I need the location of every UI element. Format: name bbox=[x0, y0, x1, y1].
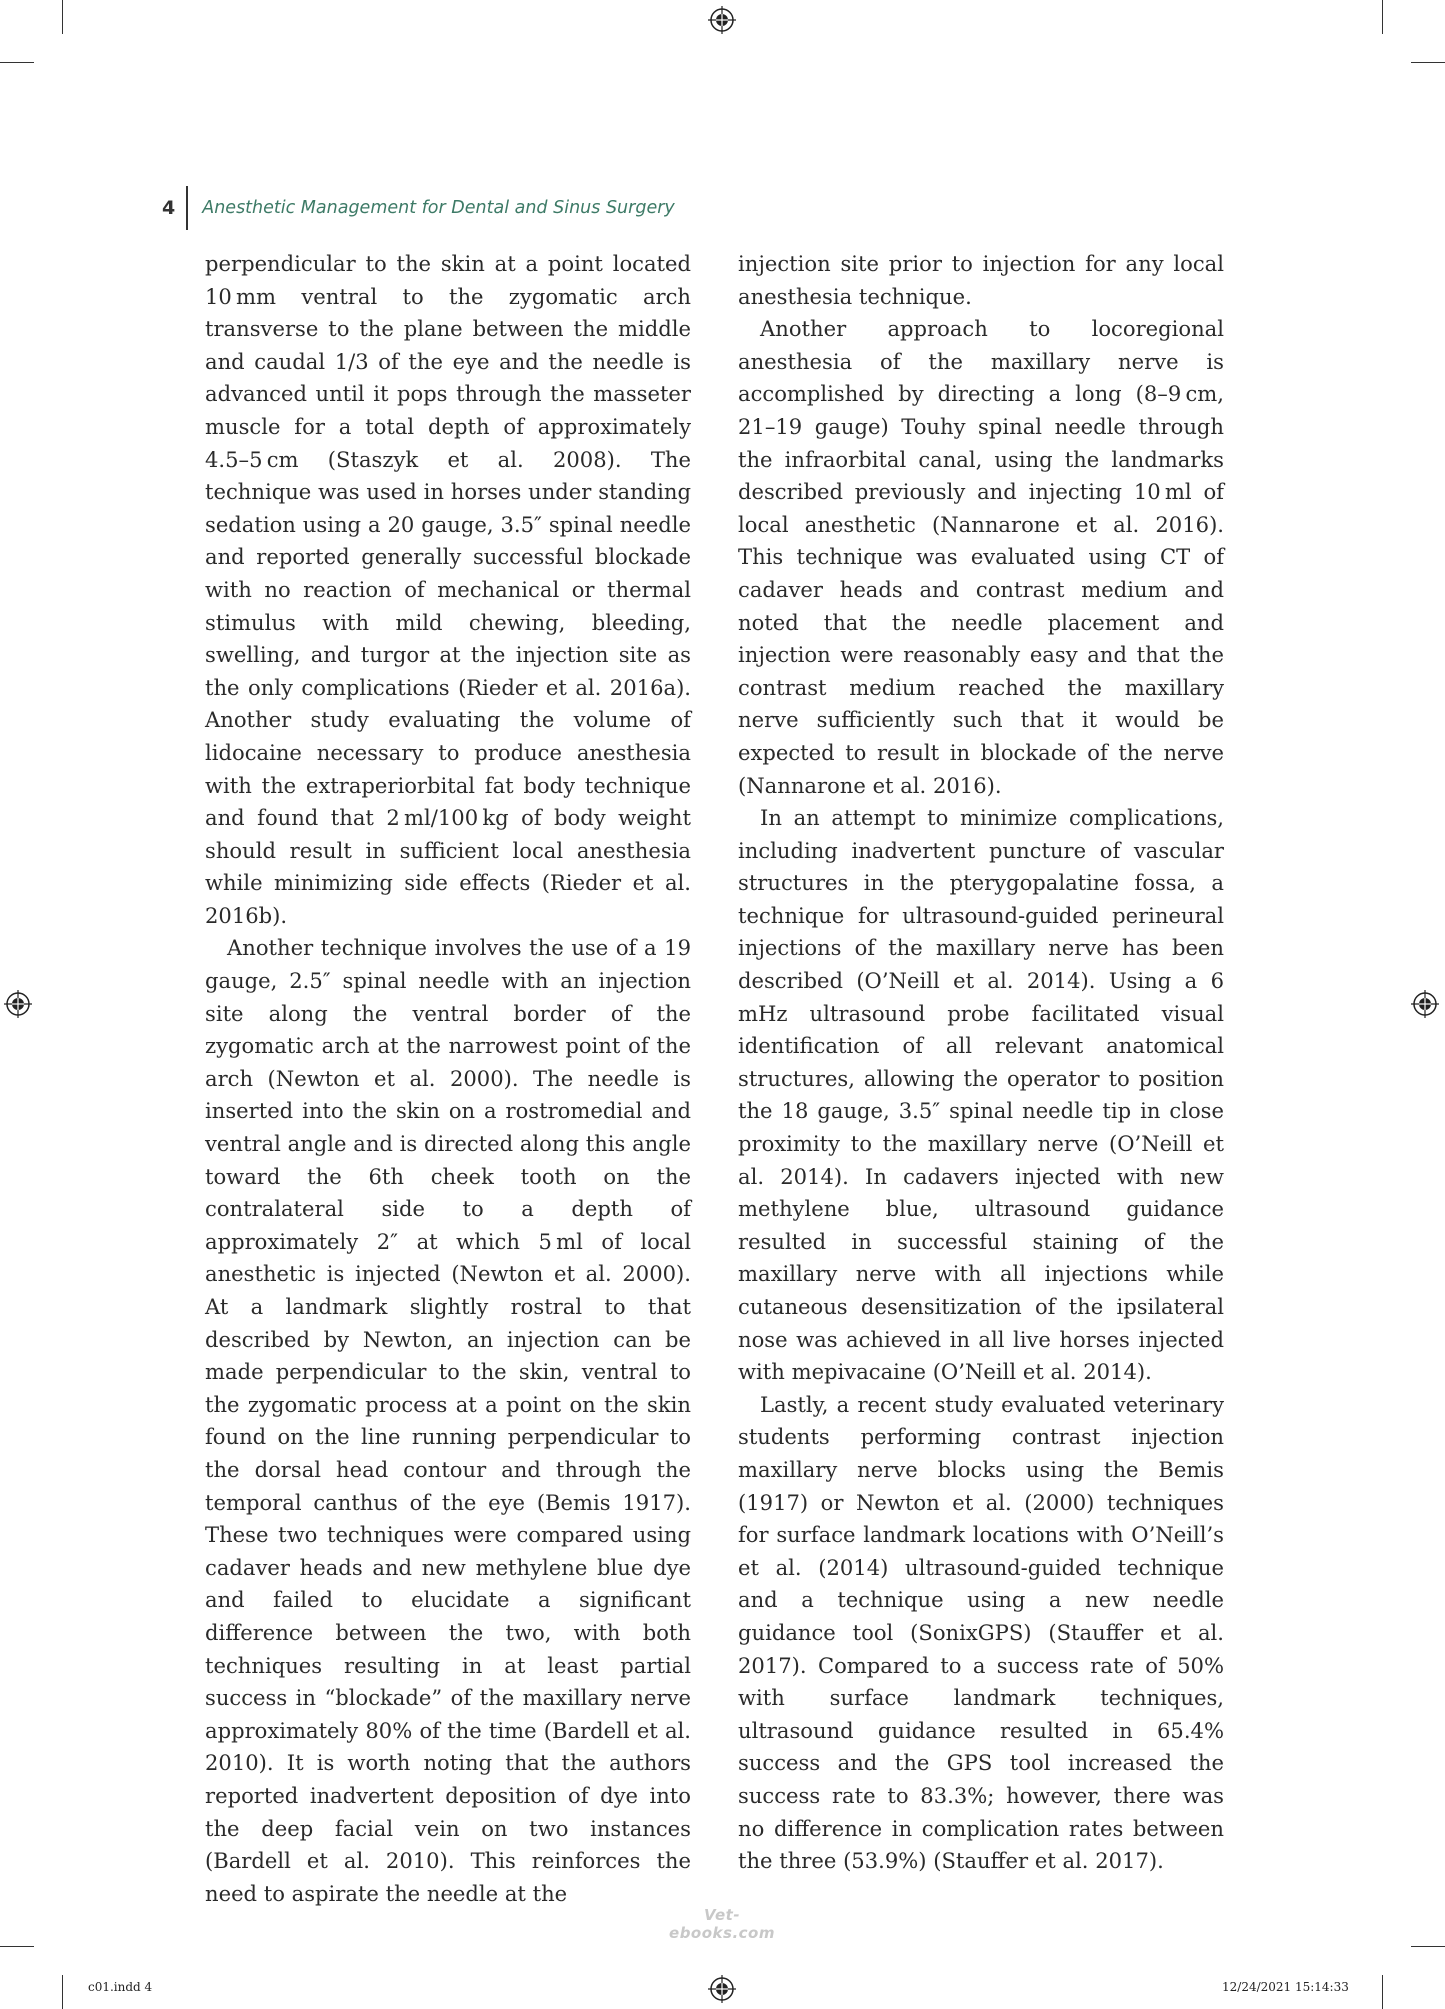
registration-mark-icon bbox=[4, 990, 32, 1018]
registration-mark-icon bbox=[708, 1975, 736, 2003]
right-column bbox=[738, 248, 1224, 1878]
crop-mark bbox=[1382, 1975, 1383, 2009]
slug-filename: c01.indd 4 bbox=[88, 1980, 153, 1994]
paragraph: Another technique involves the use of a 19 gauge, 2.5″ spinal needle with an injection site along the ventral border of the zygomatic arch at the narrowest point of the arch (Newton et al. 2000). The needle is inserted into the skin on a rostromedial and ventral angle and is directed along this angle toward the 6th cheek tooth on the contralateral side to a depth of approximately 2″ at which 5 ml of local anesthetic is injected (Newton et al. 2000). At a landmark slightly rostral to that described by Newton, an injection can be made perpendicular to the skin, ventral to the zygomatic process at a point on the skin found on the line running perpendicular to the dorsal head contour and through the temporal canthus of the eye (Bemis 1917). These two techniques were compared using cadaver heads and new methylene blue dye and failed to elucidate a significant difference between the two, with both techniques resulting in at least partial success in “blockade” of the maxillary nerve approximately 80% of the time (Bardell et al. 2010). It is worth noting that the authors reported inadvertent deposition of dye into the deep facial vein on two instances (Bardell et al. 2010). This reinforces the need to aspirate the needle at the bbox=[205, 935, 691, 1906]
paragraph: perpendicular to the skin at a point located 10 mm ventral to the zygomatic arch transverse to the plane between the middle and caudal 1/3 of the eye and the needle is advanced until it pops through the masseter muscle for a total depth of approximately 4.5–5 cm (Staszyk et al. 2008). The technique was used in horses under standing sedation using a 20 gauge, 3.5″ spinal needle and reported generally successful blockade with no reaction of mechanical or thermal stimulus with mild chewing, bleeding, swelling, and turgor at the injection site as the only complications (Rieder et al. 2016a). Another study evaluating the volume of lidocaine necessary to produce anesthesia with the extraperiorbital fat body technique and found that 2 ml/100 kg of body weight should result in sufficient local anesthesia while minimizing side effects (Rieder et al. 2016b). bbox=[205, 251, 691, 928]
registration-mark-icon bbox=[1411, 990, 1439, 1018]
paragraph: In an attempt to minimize complications, including inadvertent puncture of vascular structures in the pterygopalatine fossa, a technique for ultrasound-guided perineural injections of the maxillary nerve has been described (O’Neill et al. 2014). Using a 6 mHz ultrasound probe facilitated visual identification of all relevant anatomical structures, allowing the operator to position the 18 gauge, 3.5″ spinal needle tip in close proximity to the maxillary nerve (O’Neill et al. 2014). In cadavers injected with new methylene blue, ultrasound guidance resulted in successful staining of the maxillary nerve with all injections while cutaneous desensitization of the ipsilateral nose was achieved in all live horses injected with mepivacaine (O’Neill et al. 2014). bbox=[738, 805, 1224, 1385]
page-number: 4 bbox=[162, 186, 188, 230]
crop-mark bbox=[1382, 0, 1383, 34]
crop-mark bbox=[0, 1946, 34, 1947]
crop-mark bbox=[0, 62, 34, 63]
crop-mark bbox=[1411, 1946, 1445, 1947]
crop-mark bbox=[62, 0, 63, 34]
crop-mark bbox=[62, 1975, 63, 2009]
crop-mark bbox=[1411, 62, 1445, 63]
running-title: Anesthetic Management for Dental and Sinus Surgery bbox=[202, 198, 675, 218]
left-column bbox=[205, 248, 691, 1910]
paragraph: Another approach to locoregional anesthesia of the maxillary nerve is accomplished by directing a long (8–9 cm, 21–19 gauge) Touhy spinal needle through the infraorbital canal, using the landmarks described previously and injecting 10 ml of local anesthetic (Nannarone et al. 2016). This technique was evaluated using CT of cadaver heads and contrast medium and noted that the needle placement and injection were reasonably easy and that the contrast medium reached the maxillary nerve sufficiently such that it would be expected to result in blockade of the nerve (Nannarone et al. 2016). bbox=[738, 316, 1224, 798]
running-header bbox=[162, 186, 675, 230]
paragraph: injection site prior to injection for any local anesthesia technique. bbox=[738, 251, 1224, 309]
slug-timestamp: 12/24/2021 15:14:33 bbox=[1222, 1980, 1349, 1994]
registration-mark-icon bbox=[708, 6, 736, 34]
paragraph: Lastly, a recent study evaluated veterinary students performing contrast injection maxillary nerve blocks using the Bemis (1917) or Newton et al. (2000) techniques for surface landmark locations with O’Neill’s et al. (2014) ultrasound-guided technique and a technique using a new needle guidance tool (SonixGPS) (Stauffer et al. 2017). Compared to a success rate of 50% with surface landmark techniques, ultrasound guidance resulted in 65.4% success and the GPS tool increased the success rate to 83.3%; however, there was no difference in complication rates between the three (53.9%) (Stauffer et al. 2017). bbox=[738, 1391, 1224, 1874]
watermark-logo: Vet-ebooks.com bbox=[669, 1906, 775, 1942]
